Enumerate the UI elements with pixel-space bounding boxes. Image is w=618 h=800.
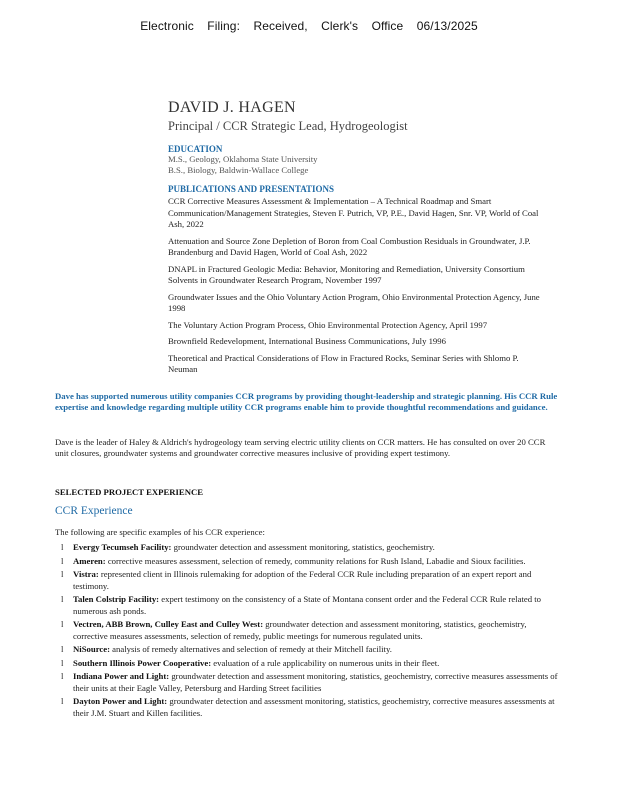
experience-client: Evergy Tecumseh Facility: xyxy=(73,542,172,552)
experience-item xyxy=(55,594,560,617)
experience-item xyxy=(55,619,560,642)
education-item: B.S., Biology, Baldwin-Wallace College xyxy=(168,165,309,175)
summary-highlight: Dave has supported numerous utility companies CCR programs by providing thought-leadership and strategic planning. His CCR Rule expertise and knowledge regarding multiple utility CCR programs enable him to provide thoughtful recommendations and guidance. xyxy=(55,391,558,412)
experience-client: Ameren: xyxy=(73,555,106,566)
experience-client: Vectren, ABB Brown, Culley East and Culley West: xyxy=(73,619,264,629)
bullet-icon: l xyxy=(61,671,64,681)
experience-item xyxy=(55,556,560,568)
bullet-icon: l xyxy=(61,657,64,668)
experience-description: analysis of remedy alternatives and selection of remedy at their Mitchell facility. xyxy=(110,644,392,654)
ccr-experience-heading: CCR Experience xyxy=(55,505,133,517)
experience-description: groundwater detection and assessment monitoring, statistics, geochemistry, corrective measures assessments at their J.M. Stuart and Killen facilities. xyxy=(73,696,555,718)
publication-item: Attenuation and Source Zone Depletion of Boron from Coal Combustion Residuals in Groundwater, J.P. Brandenburg and David Hagen, World of Coal Ash, 2022 xyxy=(168,235,531,257)
experience-description: groundwater detection and assessment monitoring, statistics, geochemistry. xyxy=(171,542,435,552)
person-title: Principal / CCR Strategic Lead, Hydrogeologist xyxy=(168,119,408,133)
filing-stamp: Electronic Filing: Received, Clerk's Office 06/13/2025 xyxy=(140,19,478,33)
experience-item xyxy=(55,696,560,719)
education-section xyxy=(168,144,548,176)
publication-item: The Voluntary Action Program Process, Ohio Environmental Protection Agency, April 1997 xyxy=(168,319,488,330)
bullet-icon: l xyxy=(61,555,64,566)
summary-body: Dave is the leader of Haley & Aldrich's hydrogeology team serving electric utility clients on CCR matters. He has consulted on over 20 CCR unit closures, groundwater systems and groundwater corrective measures inclusive of providing expert testimony. xyxy=(55,437,546,458)
selected-project-heading: SELECTED PROJECT EXPERIENCE xyxy=(55,487,204,497)
experience-description: corrective measures assessment, selection of remedy, community relations for Rush Island, Labadie and Sioux facilities. xyxy=(105,555,526,566)
bullet-icon: l xyxy=(61,619,64,629)
experience-description: represented client in Illinois rulemaking for adoption of the Federal CCR Rule including preparation of an expert report and testimony. xyxy=(73,569,532,591)
bullet-icon: l xyxy=(61,542,64,552)
experience-client: Indiana Power and Light: xyxy=(73,671,170,681)
publication-item: Brownfield Redevelopment, International Business Communications, July 1996 xyxy=(168,336,446,346)
experience-item xyxy=(55,658,560,670)
experience-client: Vistra: xyxy=(73,569,99,579)
experience-description: groundwater detection and assessment monitoring, statistics, geochemistry, corrective measures assessments of their units at their Eagle Valley, Petersburg and Harding Street facilities xyxy=(73,671,558,693)
publication-item: DNAPL in Fractured Geologic Media: Behavior, Monitoring and Remediation, University Consortium Solvents in Groundwater Research Program, November 1997 xyxy=(168,263,525,285)
bullet-icon: l xyxy=(61,644,64,654)
bullet-icon: l xyxy=(61,696,64,706)
experience-item xyxy=(55,569,560,592)
experience-list xyxy=(55,542,560,721)
experience-intro: The following are specific examples of his CCR experience: xyxy=(55,527,265,537)
publication-item: CCR Corrective Measures Assessment & Implementation – A Technical Roadmap and Smart Communication/Management Strategies, Steven F. Putrich, VP, P.E., David Hagen, Snr. VP, World of Coal Ash, 2022 xyxy=(168,196,539,229)
experience-item xyxy=(55,644,560,656)
education-heading: EDUCATION xyxy=(168,144,223,154)
bullet-icon: l xyxy=(61,594,64,604)
experience-client: NiSource: xyxy=(73,644,110,654)
experience-description: evaluation of a rule applicability on numerous units in their fleet. xyxy=(211,657,440,668)
experience-client: Talen Colstrip Facility: xyxy=(73,594,160,604)
experience-client: Dayton Power and Light: xyxy=(73,696,168,706)
publication-item: Groundwater Issues and the Ohio Voluntary Action Program, Ohio Environmental Protection Agency, June 1998 xyxy=(168,291,540,313)
experience-client: Southern Illinois Power Cooperative: xyxy=(73,657,212,668)
publication-item: Theoretical and Practical Considerations of Flow in Fractured Rocks, Seminar Series with Shlomo P. Neuman xyxy=(168,352,519,374)
publications-heading: PUBLICATIONS AND PRESENTATIONS xyxy=(168,184,335,194)
experience-description: groundwater detection and assessment monitoring, statistics, geochemistry, corrective measures assessments, selection of remedy, public meetings for numerous regulated units. xyxy=(73,619,527,641)
experience-item xyxy=(55,542,560,554)
experience-item xyxy=(55,671,560,694)
publications-section xyxy=(168,184,548,381)
education-item: M.S., Geology, Oklahoma State University xyxy=(168,154,318,164)
person-name: DAVID J. HAGEN xyxy=(168,99,296,116)
experience-description: expert testimony on the consistency of a State of Montana consent order and the Federal CCR Rule related to numerous ash ponds. xyxy=(73,594,541,616)
bullet-icon: l xyxy=(61,569,64,579)
